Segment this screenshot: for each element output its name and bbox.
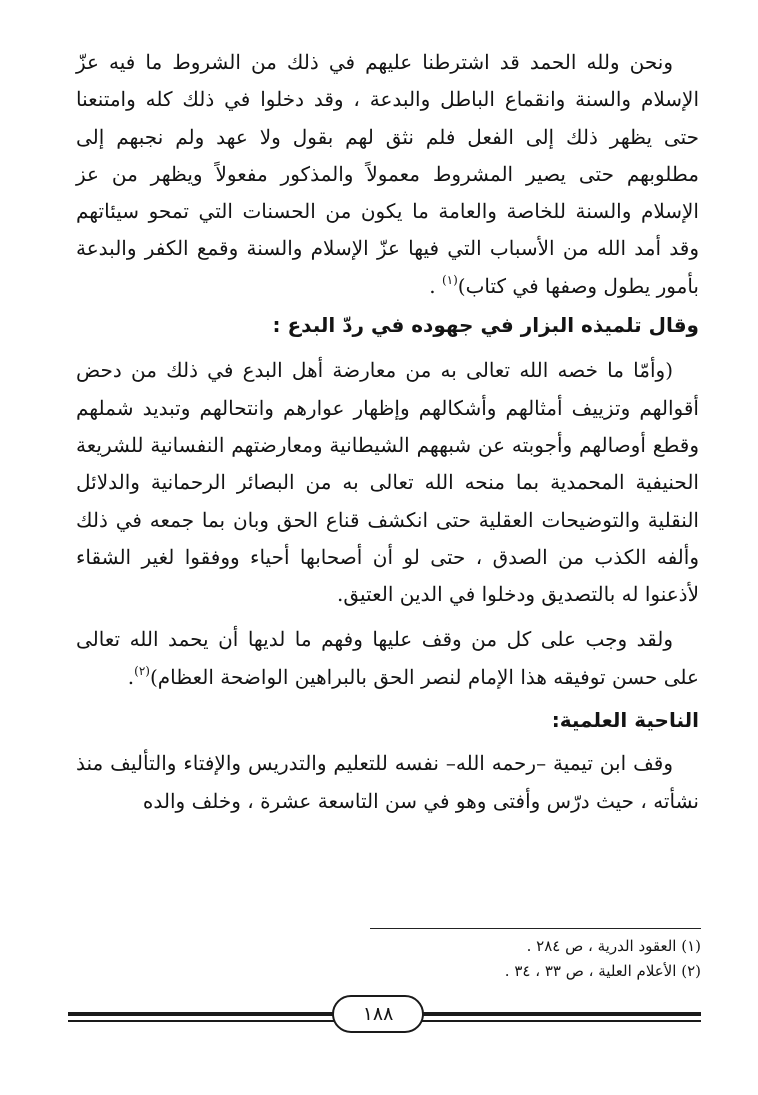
paragraph-2: (وأمّا ما خصه الله تعالى به من معارضة أهل البدع في ذلك من دحض أقوالهم وتزييف أمثالهم وأشكالهم وإظهار عوارهم وانتحالهم وتبديد شملهم وقطع أوصالهم وأجوبته عن شبههم الشيطانية ومعارضتهم النفسانية للشريعة الحنيفية المحمدية بما منحه الله تعالى به من البصائر الرحمانية والدلائل النقلية والتوضيحات العقلية حتى انكشف قناع الحق وبان بما جمعه في ذلك وألفه الكذب من الصدق ، حتى لو أن أصحابها أحياء ووفقوا لغير الشقاء لأذعنوا له بالتصديق ودخلوا في الدين العتيق. — [76, 358, 699, 607]
footnote-separator — [370, 928, 701, 929]
paragraph-1-text: ونحن ولله الحمد قد اشترطنا عليهم في ذلك من الشروط ما فيه عزّ الإسلام والسنة وانقماع الباطل والبدعة ، وقد دخلوا في ذلك كله وامتنعنا حتى يظهر ذلك إلى الفعل فلم نثق لهم بقول ولا عهد ولم نجبهم إلى مطلوبهم حتى يصير المشروط معمولاً والمذكور مفعولاً ويظهر من عز الإسلام والسنة للخاصة والعامة ما يكون من الحسنات التي تمحو سيئاتهم وقد أمد الله من الأسباب التي فيها عزّ الإسلام والسنة وقمع الكفر والبدعة بأمور يطول وصفها في كتاب) — [76, 50, 699, 298]
page-number: ١٨٨ — [332, 995, 424, 1033]
heading-scholarly-aspect: الناحية العلمية: — [551, 708, 699, 733]
paragraph-1 — [76, 44, 699, 305]
main-text — [76, 44, 699, 820]
paragraph-3 — [76, 621, 699, 696]
heading-bazzar: وقال تلميذه البزار في جهوده في ردّ البدع : — [272, 313, 699, 338]
footnote-1: (١) العقود الدرية ، ص ٢٨٤ . — [526, 937, 701, 955]
footnotes — [76, 934, 701, 984]
footnote-ref-1[interactable]: (١) — [441, 272, 458, 287]
footnote-2: (٢) الأعلام العلية ، ص ٣٣ ، ٣٤ . — [504, 962, 701, 980]
paragraph-3-text: ولقد وجب على كل من وقف عليها وفهم ما لديها أن يحمد الله تعالى على حسن توفيقه هذا الإمام لنصر الحق بالبراهين الواضحة العظام) — [76, 627, 699, 689]
paragraph-1-end: . — [429, 273, 442, 298]
footnote-ref-2[interactable]: (٢) — [134, 663, 150, 678]
paragraph-4: وقف ابن تيمية –رحمه الله– نفسه للتعليم والتدريس والإفتاء والتأليف منذ نشأته ، حيث درّس وأفتى وهو في سن التاسعة عشرة ، وخلف والده — [76, 751, 699, 813]
paragraph-3-end: . — [127, 664, 135, 689]
